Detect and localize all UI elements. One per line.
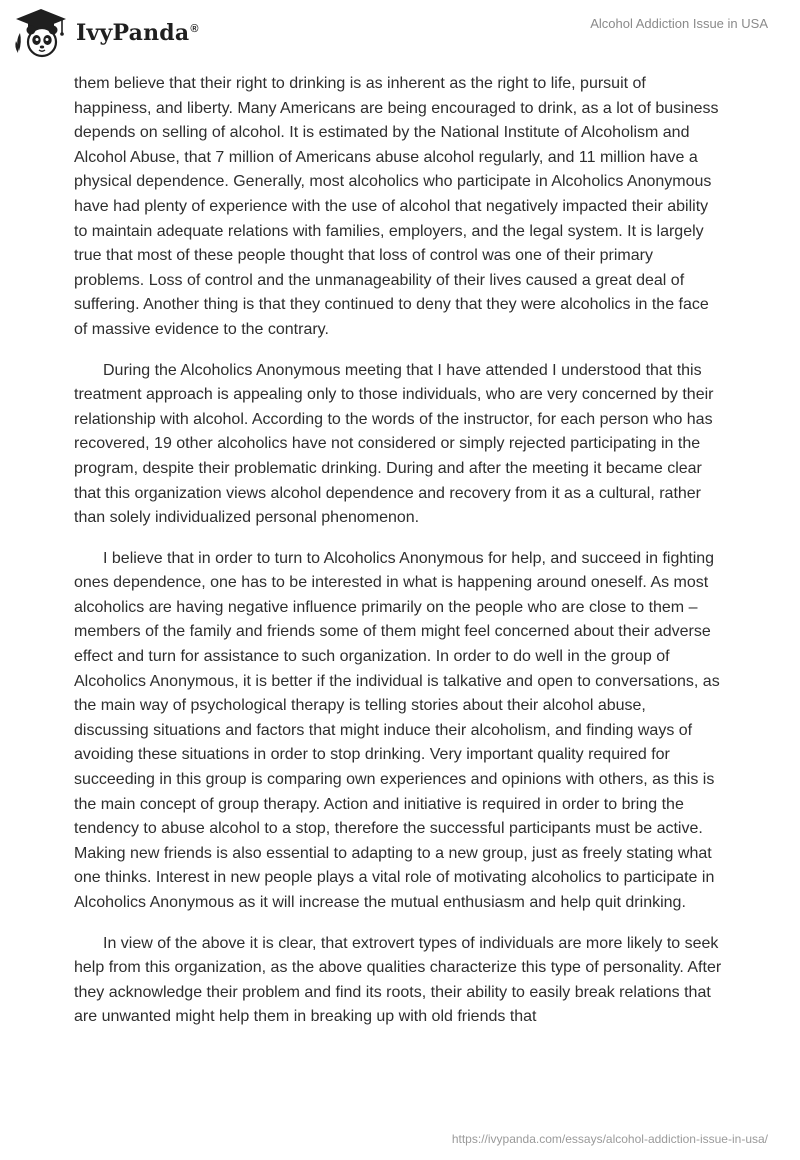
brand-name [76,20,199,46]
paragraph-3: I believe that in order to turn to Alcoholics Anonymous for help, and succeed in fighting ones dependence, one has to be interested in what is happening around oneself. As most alcoholics are having negative influence primarily on the people who are close to them – members of the family and friends some of them might feel concerned about their adverse effect and turn for assistance to such organization. In order to do well in the group of Alcoholics Anonymous, it is better if the individual is talkative and open to conversations, as the main way of psychological therapy is telling stories about their alcohol abuse, discussing situations and factors that might induce their alcoholism, and finding ways of avoiding these situations in order to stop drinking. Very important quality required for succeeding in this group is comparing own experiences and opinions with others, as this is the main concept of group therapy. Action and initiative is required in order to bring the tendency to abuse alcohol to a stop, therefore the successful participants must be active. Making new friends is also essential to adapting to a new group, just as freely stating what one thinks. Interest in new people plays a vital role of motivating alcoholics to participate in Alcoholics Anonymous as it will increase the mutual enthusiasm and help quit drinking. [74,549,720,911]
source-url-link[interactable]: https://ivypanda.com/essays/alcohol-addiction-issue-in-usa/ [451,1132,768,1146]
brand-name-text: IvyPanda [76,20,190,46]
paragraph-2: During the Alcoholics Anonymous meeting that I have attended I understood that this treatment approach is appealing only to those individuals, who are very concerned by their relationship with alcohol. According to the words of the instructor, for each person who has recovered, 19 other alcoholics have not considered or simply rejected participating in the program, despite their problematic drinking. During and after the meeting it became clear that this organization views alcohol dependence and recovery from it as a cultural, rather than solely individualized personal phenomenon. [74,361,714,527]
document-title: Alcohol Addiction Issue in USA [590,16,768,31]
brand-logo[interactable] [12,7,199,59]
page-header [0,0,800,70]
essay-body [74,72,724,1046]
registered-mark: ® [190,22,199,35]
panda-logo-icon [12,7,70,59]
paragraph-1: them believe that their right to drinking is as inherent as the right to life, pursuit of happiness, and liberty. Many Americans are being encouraged to drink, as a lot of business depends on selling of alcohol. It is estimated by the National Institute of Alcoholism and Alcohol Abuse, that 7 million of Americans abuse alcohol regularly, and 11 million have a physical dependence. Generally, most alcoholics who participate in Alcoholics Anonymous have had plenty of experience with the use of alcohol that negatively impacted their ability to maintain adequate relations with families, employers, and the legal system. It is largely true that most of these people thought that loss of control was one of their primary problems. Loss of control and the unmanageability of their lives caused a great deal of suffering. Another thing is that they continued to deny that they were alcoholics in the face of massive evidence to the contrary. [74,75,719,338]
paragraph-4: In view of the above it is clear, that extrovert types of individuals are more likely to seek help from this organization, as the above qualities characterize this type of personality. After they acknowledge their problem and find its roots, their ability to easily break relations that are unwanted might help them in breaking up with old friends that [74,934,722,1026]
